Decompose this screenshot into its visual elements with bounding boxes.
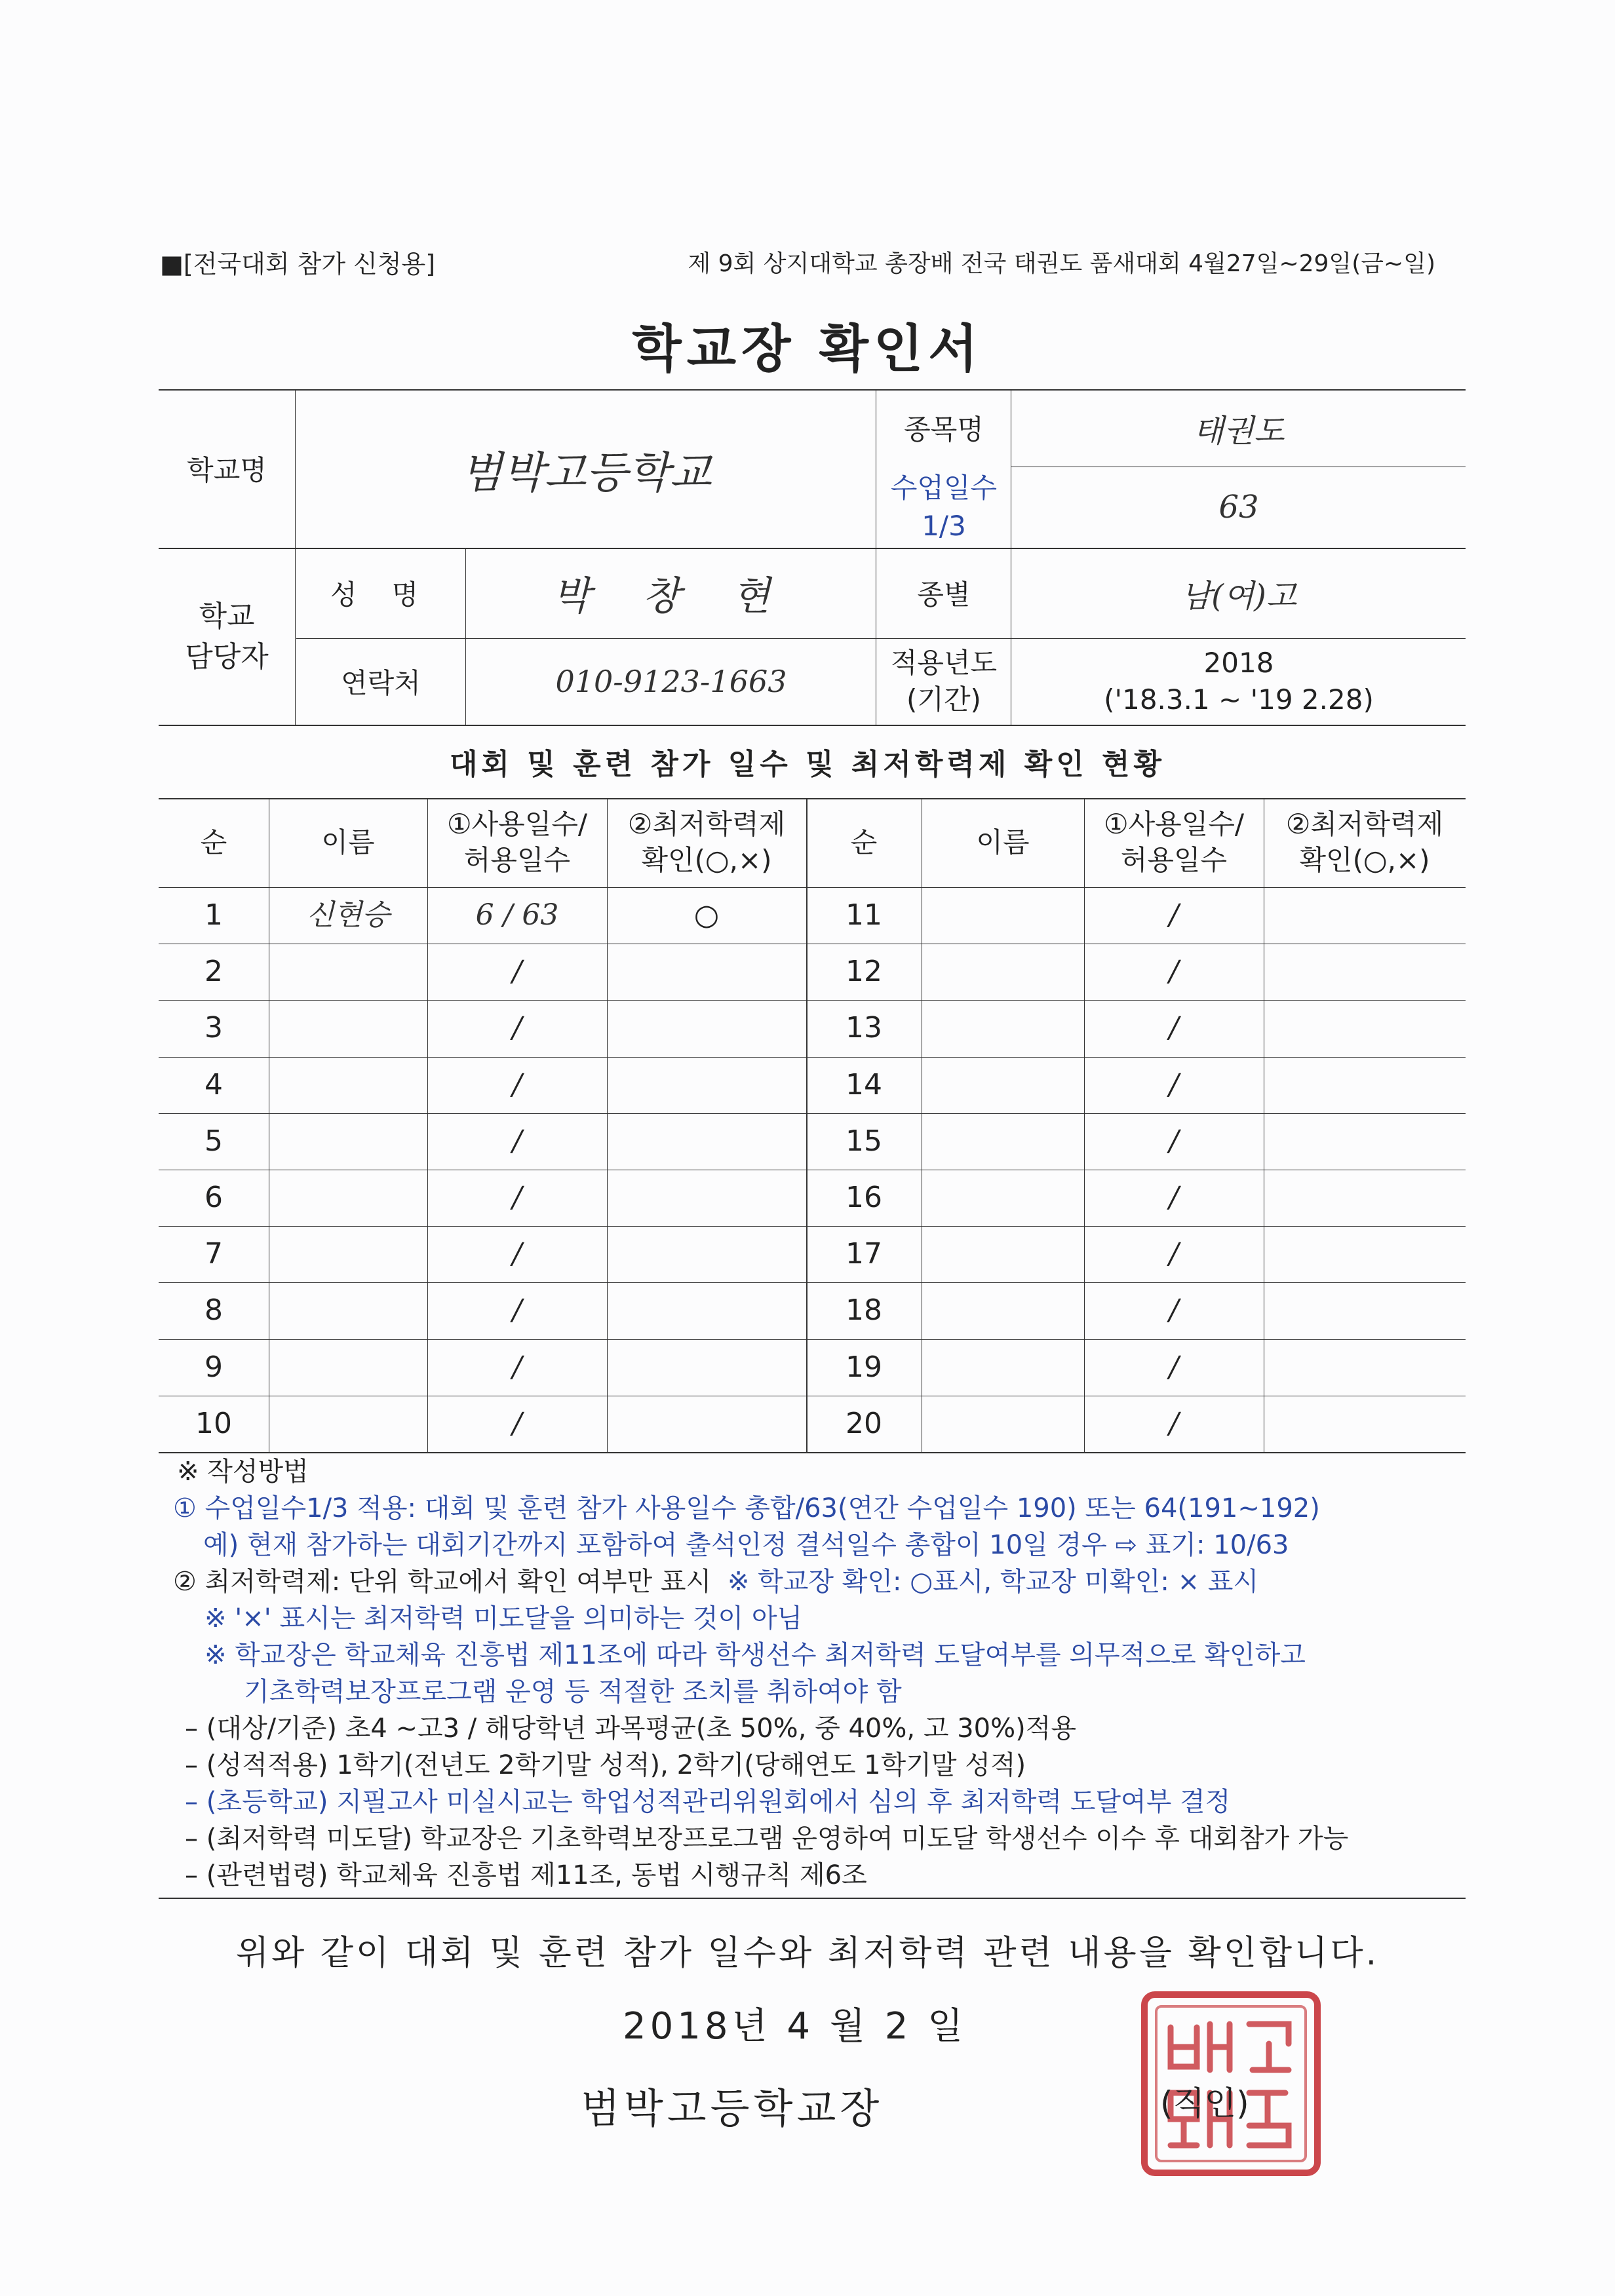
table-header-text: ①사용일수/ (1103, 808, 1245, 841)
min-academic-check (1264, 1396, 1466, 1452)
days-used: / (1169, 1124, 1179, 1158)
note-2a-blue: ※ 학교장 확인: ○표시, 학교장 미확인: × 표시 (727, 1567, 1259, 1597)
class-days-value: 63 (1218, 489, 1259, 526)
days-used: / (1169, 1237, 1179, 1271)
period-value: ('18.3.1 ~ '19 2.28) (1104, 683, 1374, 716)
notes-heading: ※ 작성방법 (177, 1457, 309, 1487)
detail-1: – (대상/기준) 초4 ~고3 / 해당학년 과목평균(초 50%, 중 40%, 고 30%)적용 (185, 1713, 1076, 1744)
row-number: 1 (204, 898, 223, 932)
school-name-label: 학교명 (187, 454, 267, 486)
class-days-label-line1: 수업일수 (890, 472, 998, 504)
event-label: 종목명 (904, 413, 984, 446)
row-number: 19 (846, 1350, 882, 1385)
event-value: 태권도 (1193, 412, 1285, 450)
min-academic-check (607, 1226, 806, 1282)
detail-2: – (성적적용) 1학기(전년도 2학기말 성적), 2학기(당해연도 1학기말 성적) (185, 1750, 1026, 1780)
min-academic-check (607, 1396, 806, 1452)
min-academic-check (607, 944, 806, 1000)
row-number: 2 (204, 955, 223, 989)
participant-name (922, 944, 1084, 1000)
days-used: / (1169, 1350, 1179, 1385)
note-2d: 기초학력보장프로그램 운영 등 적절한 조치를 취하여야 함 (244, 1677, 902, 1707)
table-header-text: 순 (200, 826, 227, 858)
row-number: 18 (846, 1293, 882, 1328)
row-number: 10 (195, 1407, 232, 1441)
min-academic-check (1264, 887, 1466, 944)
confirmation-text: 위와 같이 대회 및 훈련 참가 일수와 최저학력 관련 내용을 확인합니다. (235, 1934, 1380, 1973)
name-value: 박 창 현 (552, 573, 790, 619)
participant-name (269, 1396, 427, 1452)
days-used: / (512, 1350, 522, 1385)
min-academic-check (1264, 1282, 1466, 1339)
row-number: 5 (204, 1124, 223, 1158)
min-academic-check (607, 1170, 806, 1226)
class-days-label-line2: 1/3 (922, 510, 966, 542)
manager-label-line2: 담당자 (185, 640, 269, 674)
min-academic-check (607, 1282, 806, 1339)
note-1a: ① 수업일수1/3 적용: 대회 및 훈련 참가 사용일수 총합/63(연간 수업일수 190) 또는 64(191~192) (173, 1493, 1320, 1523)
participant-name (922, 1339, 1084, 1396)
min-academic-check (607, 1113, 806, 1170)
participant-name (922, 1000, 1084, 1056)
participant-name (269, 1057, 427, 1113)
table-header-text: ②최저학력제 (627, 808, 786, 841)
table-header-text: 허용일수 (1120, 844, 1228, 876)
days-used: / (512, 1011, 522, 1045)
days-used: 6 / 63 (475, 898, 559, 932)
min-academic-check (607, 1000, 806, 1056)
notes-divider (159, 1898, 1466, 1899)
seal-label: (직인) (1160, 2084, 1249, 2122)
note-2a-text: ② 최저학력제: 단위 학교에서 확인 여부만 표시 (173, 1567, 712, 1597)
table-header-text: 확인(○,×) (641, 844, 772, 876)
participant-name (922, 1113, 1084, 1170)
contact-value: 010-9123-1663 (555, 664, 787, 699)
school-name-value: 범박고등학교 (460, 447, 712, 498)
participation-table (159, 798, 1466, 1452)
days-used: / (1169, 1181, 1179, 1215)
table-header-cell (427, 798, 607, 887)
participant-name (922, 1057, 1084, 1113)
table-header-text: ②최저학력제 (1285, 808, 1444, 841)
days-used: / (512, 1068, 522, 1102)
min-academic-check (1264, 1113, 1466, 1170)
event-title: 제 9회 상지대학교 총장배 전국 태권도 품새대회 4월27일~29일(금~일) (688, 250, 1435, 277)
min-academic-check (607, 1339, 806, 1396)
table-header-cell (806, 798, 922, 887)
min-academic-check (1264, 1339, 1466, 1396)
form-type-label: ■[전국대회 참가 신청용] (160, 250, 436, 278)
days-used: / (1169, 955, 1179, 989)
table-header-text: 이름 (976, 826, 1030, 858)
row-number: 16 (846, 1181, 882, 1215)
row-number: 20 (846, 1407, 882, 1441)
year-label (877, 638, 1011, 725)
participant-name: 신현승 (306, 898, 390, 932)
name-label: 성 명 (330, 579, 432, 611)
participant-name (269, 1226, 427, 1282)
participant-name (922, 887, 1084, 944)
row-number: 6 (204, 1181, 223, 1215)
section-title: 대회 및 훈련 참가 일수 및 최저학력제 확인 현황 (449, 748, 1166, 781)
row-number: 13 (846, 1011, 882, 1045)
participant-name (922, 1282, 1084, 1339)
year-value (1012, 638, 1466, 725)
days-used: / (512, 1293, 522, 1328)
days-used: / (1169, 1293, 1179, 1328)
year-label-line1: 적용년도 (890, 647, 998, 679)
detail-3: – (초등학교) 지필고사 미실시교는 학업성적관리위원회에서 심의 후 최저학력 도달여부 결정 (185, 1787, 1231, 1817)
info-table (159, 389, 1466, 726)
min-academic-check (1264, 1000, 1466, 1056)
participant-name (269, 1113, 427, 1170)
note-2a (173, 1563, 1458, 1600)
table-header-text: ①사용일수/ (446, 808, 588, 841)
year-value-main: 2018 (1203, 647, 1274, 679)
min-academic-check (1264, 1057, 1466, 1113)
row-number: 11 (846, 898, 882, 932)
row-number: 4 (204, 1068, 223, 1102)
participant-name (269, 1282, 427, 1339)
row-number: 7 (204, 1237, 223, 1271)
days-used: / (512, 1237, 522, 1271)
row-number: 3 (204, 1011, 223, 1045)
note-2b: ※ '×' 표시는 최저학력 미도달을 의미하는 것이 아님 (204, 1603, 803, 1634)
days-used: / (512, 955, 522, 989)
days-used: / (1169, 1068, 1179, 1102)
page-title: 학교장 확인서 (632, 320, 983, 379)
principal-name: 범박고등학교장 (581, 2084, 884, 2132)
table-header-cell (922, 798, 1084, 887)
row-number: 17 (846, 1237, 882, 1271)
days-used: / (1169, 1407, 1179, 1441)
min-academic-check (1264, 1226, 1466, 1282)
detail-4: – (최저학력 미도달) 학교장은 기초학력보장프로그램 운영하여 미도달 학생선수 이수 후 대회참가 가능 (185, 1824, 1349, 1854)
participant-name (922, 1170, 1084, 1226)
row-number: 15 (846, 1124, 882, 1158)
table-header-cell (159, 798, 269, 887)
table-header-text: 이름 (321, 826, 375, 858)
date: 2018년 4 월 2 일 (623, 2005, 967, 2048)
class-days-label (877, 467, 1011, 548)
gender-value: 남(여)고 (1180, 577, 1297, 615)
min-academic-check (607, 1057, 806, 1113)
days-used: / (512, 1181, 522, 1215)
participant-name (269, 944, 427, 1000)
participant-name (269, 1339, 427, 1396)
note-2c: ※ 학교장은 학교체육 진흥법 제11조에 따라 학생선수 최저학력 도달여부를 의무적으로 확인하고 (204, 1640, 1306, 1670)
participant-name (269, 1170, 427, 1226)
table-header-cell (1084, 798, 1264, 887)
table-header-cell (607, 798, 806, 887)
table-header-cell (269, 798, 427, 887)
gender-label: 종별 (917, 579, 971, 611)
row-number: 14 (846, 1068, 882, 1102)
row-number: 9 (204, 1350, 223, 1385)
row-number: 8 (204, 1293, 223, 1328)
instructions (173, 1453, 1458, 1894)
min-academic-check (1264, 1170, 1466, 1226)
days-used: / (512, 1407, 522, 1441)
participant-name (269, 1000, 427, 1056)
manager-label (159, 548, 295, 726)
days-used: / (1169, 1011, 1179, 1045)
table-header-text: 순 (850, 826, 878, 858)
days-used: / (1169, 898, 1179, 932)
table-header-cell (1264, 798, 1466, 887)
min-academic-check: ○ (693, 898, 720, 932)
days-used: / (512, 1124, 522, 1158)
contact-label: 연락처 (341, 667, 421, 699)
participant-name (922, 1226, 1084, 1282)
table-header-text: 확인(○,×) (1299, 844, 1430, 876)
min-academic-check (1264, 944, 1466, 1000)
year-label-line2: (기간) (906, 683, 981, 716)
detail-5: – (관련법령) 학교체육 진흥법 제11조, 동법 시행규칙 제6조 (185, 1860, 867, 1890)
participant-name (922, 1396, 1084, 1452)
row-number: 12 (846, 955, 882, 989)
manager-label-line1: 학교 (199, 600, 255, 633)
table-header-text: 허용일수 (463, 844, 571, 876)
note-1b: 예) 현재 참가하는 대회기간까지 포함하여 출석인정 결석일수 총합이 10일 경우 ⇨ 표기: 10/63 (203, 1530, 1289, 1560)
